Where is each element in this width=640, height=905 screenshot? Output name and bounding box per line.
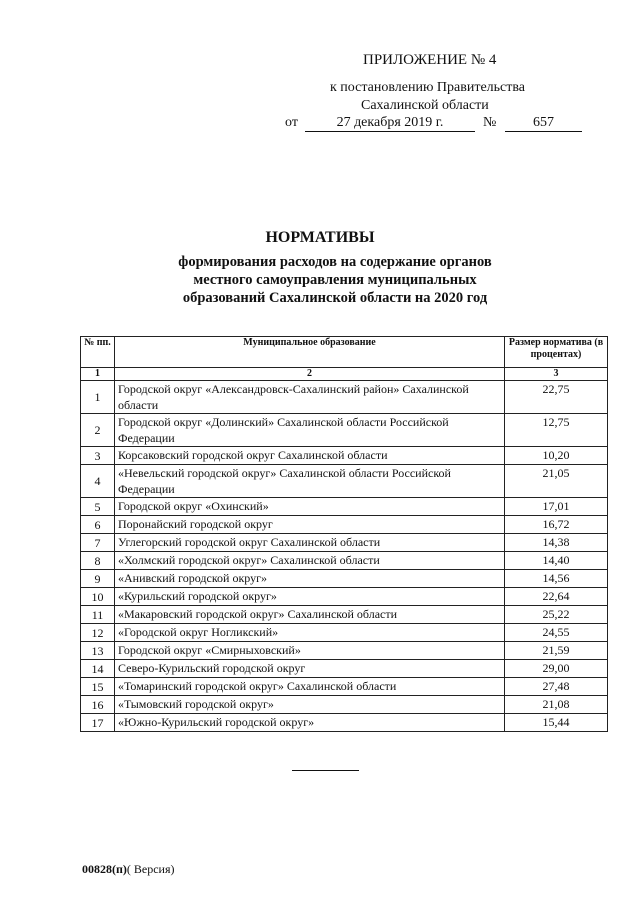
municipality-name: «Анивский городской округ»: [115, 570, 505, 588]
table-row: [81, 552, 608, 570]
closing-rule: [292, 770, 359, 771]
row-number: 12: [81, 624, 115, 642]
row-number: 13: [81, 642, 115, 660]
norm-value: 22,64: [505, 588, 608, 606]
norm-value: 17,01: [505, 498, 608, 516]
document-title: НОРМАТИВЫ: [265, 229, 375, 246]
document-version: ( Версия): [126, 862, 175, 876]
row-number: 8: [81, 552, 115, 570]
row-number: 17: [81, 714, 115, 732]
appendix-title: ПРИЛОЖЕНИЕ № 4: [363, 52, 497, 68]
row-number: 10: [81, 588, 115, 606]
municipality-name: Углегорский городской округ Сахалинской области: [115, 534, 505, 552]
norm-value: 21,08: [505, 696, 608, 714]
municipality-name: Городской округ «Александровск-Сахалинский район» Сахалинской области: [115, 381, 505, 414]
from-label: от: [285, 115, 298, 130]
row-number: 3: [81, 447, 115, 465]
table-row: [81, 381, 608, 414]
norms-table: [80, 336, 608, 732]
table-row: [81, 588, 608, 606]
row-number: 6: [81, 516, 115, 534]
header-municipality: Муниципальное образование: [115, 337, 505, 368]
number-label: №: [483, 115, 497, 130]
table-row: [81, 516, 608, 534]
table-row: [81, 624, 608, 642]
appendix-date-number-line: [285, 115, 585, 135]
norm-value: 14,38: [505, 534, 608, 552]
table-row: [81, 414, 608, 447]
norm-value: 12,75: [505, 414, 608, 447]
municipality-name: «Тымовский городской округ»: [115, 696, 505, 714]
table-row: [81, 714, 608, 732]
row-number: 5: [81, 498, 115, 516]
resolution-date: 27 декабря 2019 г.: [305, 115, 475, 132]
municipality-name: «Городской округ Ногликский»: [115, 624, 505, 642]
table-row: [81, 570, 608, 588]
norm-value: 21,05: [505, 465, 608, 498]
table-row: [81, 642, 608, 660]
table-row: [81, 606, 608, 624]
appendix-region-line: Сахалинской области: [361, 98, 489, 113]
norm-value: 10,20: [505, 447, 608, 465]
norm-value: 22,75: [505, 381, 608, 414]
row-number: 16: [81, 696, 115, 714]
norm-value: 21,59: [505, 642, 608, 660]
municipality-name: Городской округ «Охинский»: [115, 498, 505, 516]
municipality-name: Поронайский городской округ: [115, 516, 505, 534]
subtitle-line: местного самоуправления муниципальных: [193, 272, 477, 288]
row-number: 7: [81, 534, 115, 552]
municipality-name: Городской округ «Долинский» Сахалинской области Российской Федерации: [115, 414, 505, 447]
table-row: [81, 696, 608, 714]
table-row: [81, 498, 608, 516]
municipality-name: «Южно-Курильский городской округ»: [115, 714, 505, 732]
subtitle-line: формирования расходов на содержание органов: [178, 254, 492, 270]
table-column-index-row: [81, 368, 608, 381]
row-number: 9: [81, 570, 115, 588]
resolution-number: 657: [505, 115, 582, 132]
row-number: 4: [81, 465, 115, 498]
norm-value: 14,56: [505, 570, 608, 588]
table-row: [81, 534, 608, 552]
row-number: 11: [81, 606, 115, 624]
table-row: [81, 447, 608, 465]
norm-value: 27,48: [505, 678, 608, 696]
row-number: 15: [81, 678, 115, 696]
norm-value: 16,72: [505, 516, 608, 534]
column-index: 2: [115, 368, 505, 381]
column-index: 1: [81, 368, 115, 381]
municipality-name: «Курильский городской округ»: [115, 588, 505, 606]
document-code-number: 00828(п): [82, 862, 127, 876]
appendix-resolution-line: к постановлению Правительства: [330, 80, 526, 95]
row-number: 1: [81, 381, 115, 414]
table-row: [81, 678, 608, 696]
municipality-name: Северо-Курильский городской округ: [115, 660, 505, 678]
norm-value: 29,00: [505, 660, 608, 678]
norm-value: 14,40: [505, 552, 608, 570]
column-index: 3: [505, 368, 608, 381]
municipality-name: «Макаровский городской округ» Сахалинской области: [115, 606, 505, 624]
row-number: 14: [81, 660, 115, 678]
norm-value: 15,44: [505, 714, 608, 732]
norm-value: 25,22: [505, 606, 608, 624]
table-row: [81, 465, 608, 498]
header-norm-size: Размер норматива (в процентах): [505, 337, 608, 368]
municipality-name: Корсаковский городской округ Сахалинской области: [115, 447, 505, 465]
table-row: [81, 660, 608, 678]
municipality-name: «Томаринский городской округ» Сахалинской области: [115, 678, 505, 696]
header-num: № пп.: [81, 337, 115, 368]
row-number: 2: [81, 414, 115, 447]
table-header-row: [81, 337, 608, 368]
norm-value: 24,55: [505, 624, 608, 642]
subtitle-line: образований Сахалинской области на 2020 год: [182, 290, 488, 306]
document-code: [82, 862, 175, 877]
municipality-name: «Невельский городской округ» Сахалинской области Российской Федерации: [115, 465, 505, 498]
municipality-name: Городской округ «Смирныховский»: [115, 642, 505, 660]
document-subtitle: [155, 253, 515, 307]
municipality-name: «Холмский городской округ» Сахалинской области: [115, 552, 505, 570]
